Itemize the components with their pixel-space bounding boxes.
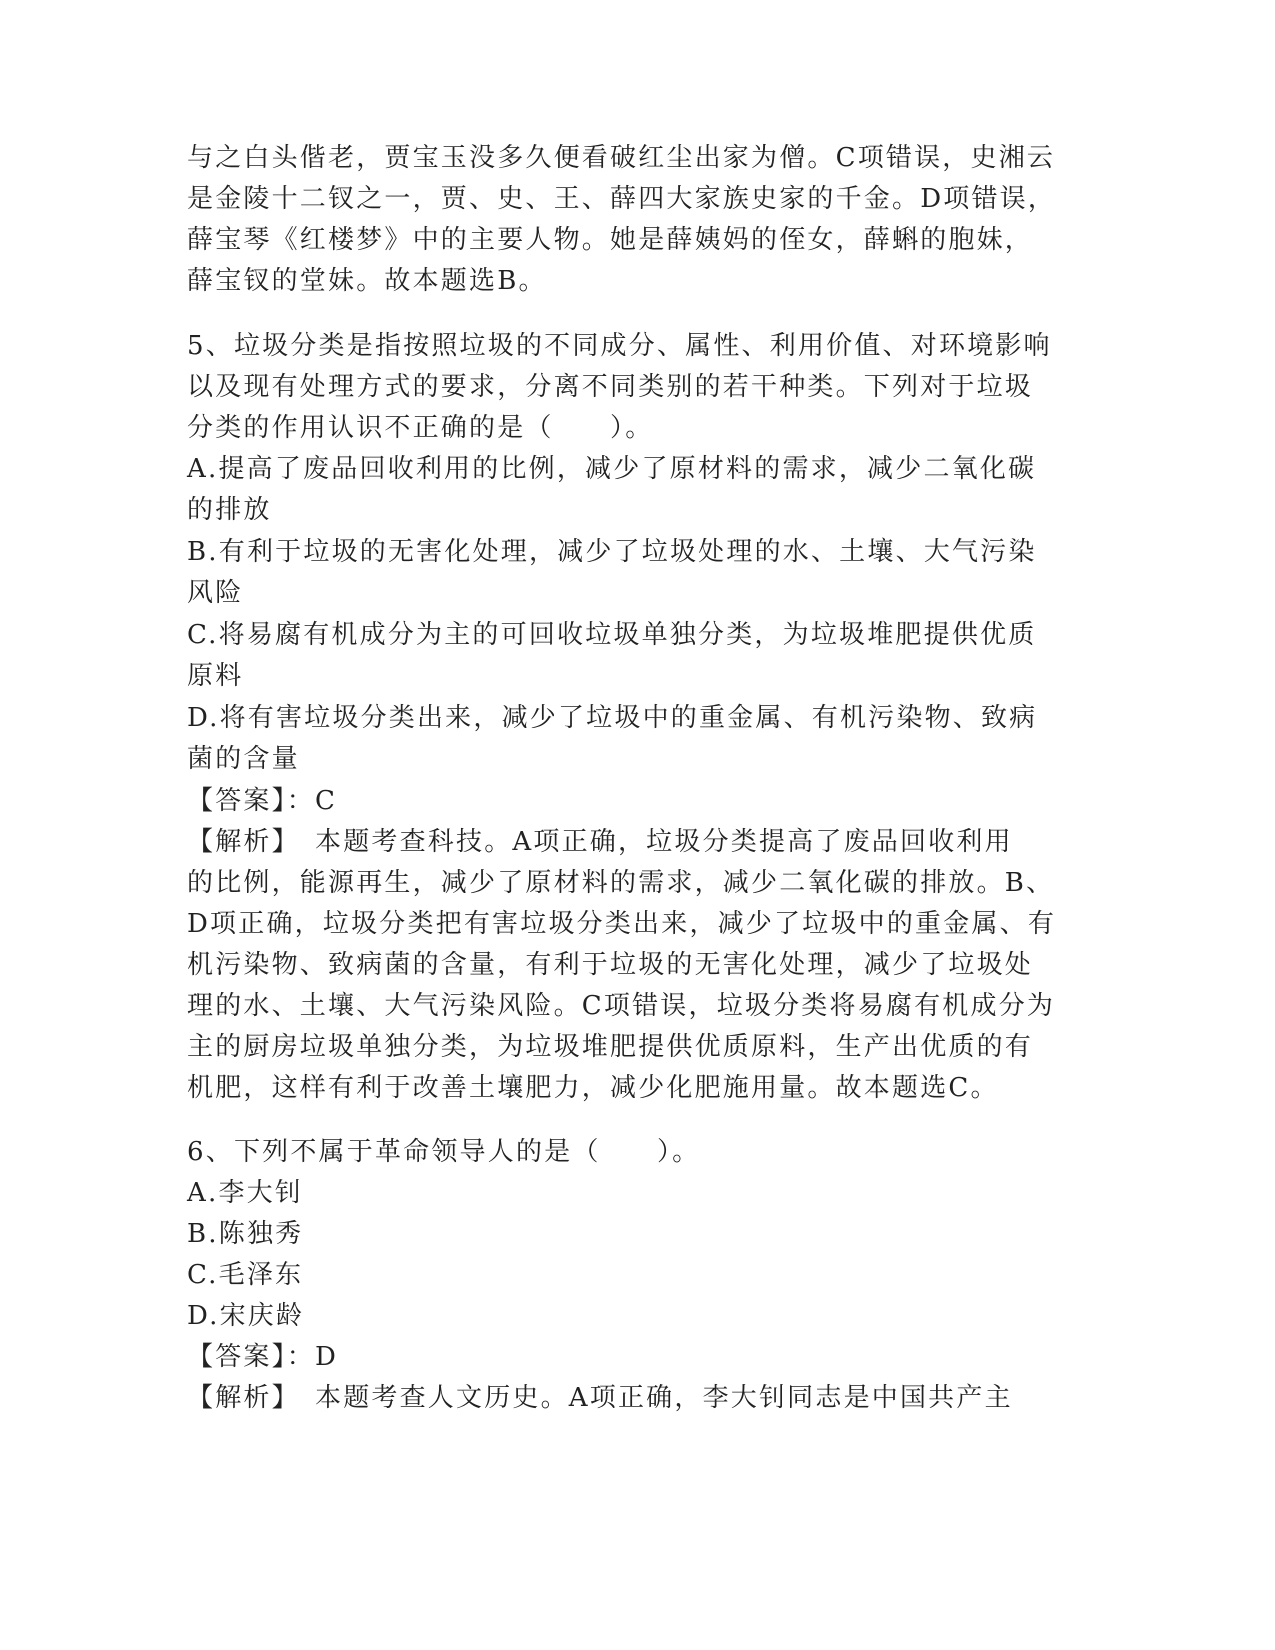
- analysis-line: 主的厨房垃圾单独分类，为垃圾堆肥提供优质原料，生产出优质的有: [187, 1032, 1034, 1062]
- text-line: 是金陵十二钗之一，贾、史、王、薛四大家族史家的千金。D项错误，: [187, 184, 1057, 214]
- answer-line: 【答案】：C: [187, 786, 338, 816]
- text-line: 与之白头偕老，贾宝玉没多久便看破红尘出家为僧。C项错误，史湘云: [187, 143, 1056, 173]
- option-a-line: A.提高了废品回收利用的比例，减少了原材料的需求，减少二氧化碳: [187, 454, 1037, 484]
- analysis-line: D项正确，垃圾分类把有害垃圾分类出来，减少了垃圾中的重金属、有: [187, 909, 1057, 939]
- analysis-line: 的比例，能源再生，减少了原材料的需求，减少二氧化碳的排放。B、: [187, 868, 1055, 898]
- answer-line: 【答案】：D: [187, 1342, 339, 1372]
- question-stem-line: 分类的作用认识不正确的是（ ）。: [187, 413, 654, 443]
- analysis-line: 【解析】 本题考查人文历史。A项正确，李大钊同志是中国共产主: [187, 1383, 1013, 1413]
- analysis-line: 【解析】 本题考查科技。A项正确，垃圾分类提高了废品回收利用: [187, 827, 1013, 857]
- option-b-line: 风险: [187, 578, 244, 608]
- option-d-line: 菌的含量: [187, 744, 300, 774]
- option-b-line: B.有利于垃圾的无害化处理，减少了垃圾处理的水、土壤、大气污染: [187, 537, 1037, 567]
- option-d-line: D.宋庆龄: [187, 1301, 305, 1331]
- option-a-line: 的排放: [187, 495, 272, 525]
- question-stem-line: 6、下列不属于革命领导人的是（ ）。: [187, 1137, 701, 1167]
- analysis-line: 理的水、土壤、大气污染风险。C项错误，垃圾分类将易腐有机成分为: [187, 991, 1056, 1021]
- analysis-line: 机肥，这样有利于改善土壤肥力，减少化肥施用量。故本题选C。: [187, 1073, 999, 1103]
- question-stem-line: 5、垃圾分类是指按照垃圾的不同成分、属性、利用价值、对环境影响: [187, 331, 1052, 361]
- option-b-line: B.陈独秀: [187, 1219, 304, 1249]
- text-line: 薛宝琴《红楼梦》中的主要人物。她是薛姨妈的侄女，薛蝌的胞妹，: [187, 225, 1034, 255]
- option-a-line: A.李大钊: [187, 1178, 304, 1208]
- option-c-line: 原料: [187, 661, 244, 691]
- text-line: 薛宝钗的堂妹。故本题选B。: [187, 266, 547, 296]
- analysis-line: 机污染物、致病菌的含量，有利于垃圾的无害化处理，减少了垃圾处: [187, 950, 1034, 980]
- option-c-line: C.毛泽东: [187, 1260, 304, 1290]
- option-c-line: C.将易腐有机成分为主的可回收垃圾单独分类，为垃圾堆肥提供优质: [187, 620, 1037, 650]
- option-d-line: D.将有害垃圾分类出来，减少了垃圾中的重金属、有机污染物、致病: [187, 703, 1038, 733]
- question-stem-line: 以及现有处理方式的要求，分离不同类别的若干种类。下列对于垃圾: [187, 372, 1034, 402]
